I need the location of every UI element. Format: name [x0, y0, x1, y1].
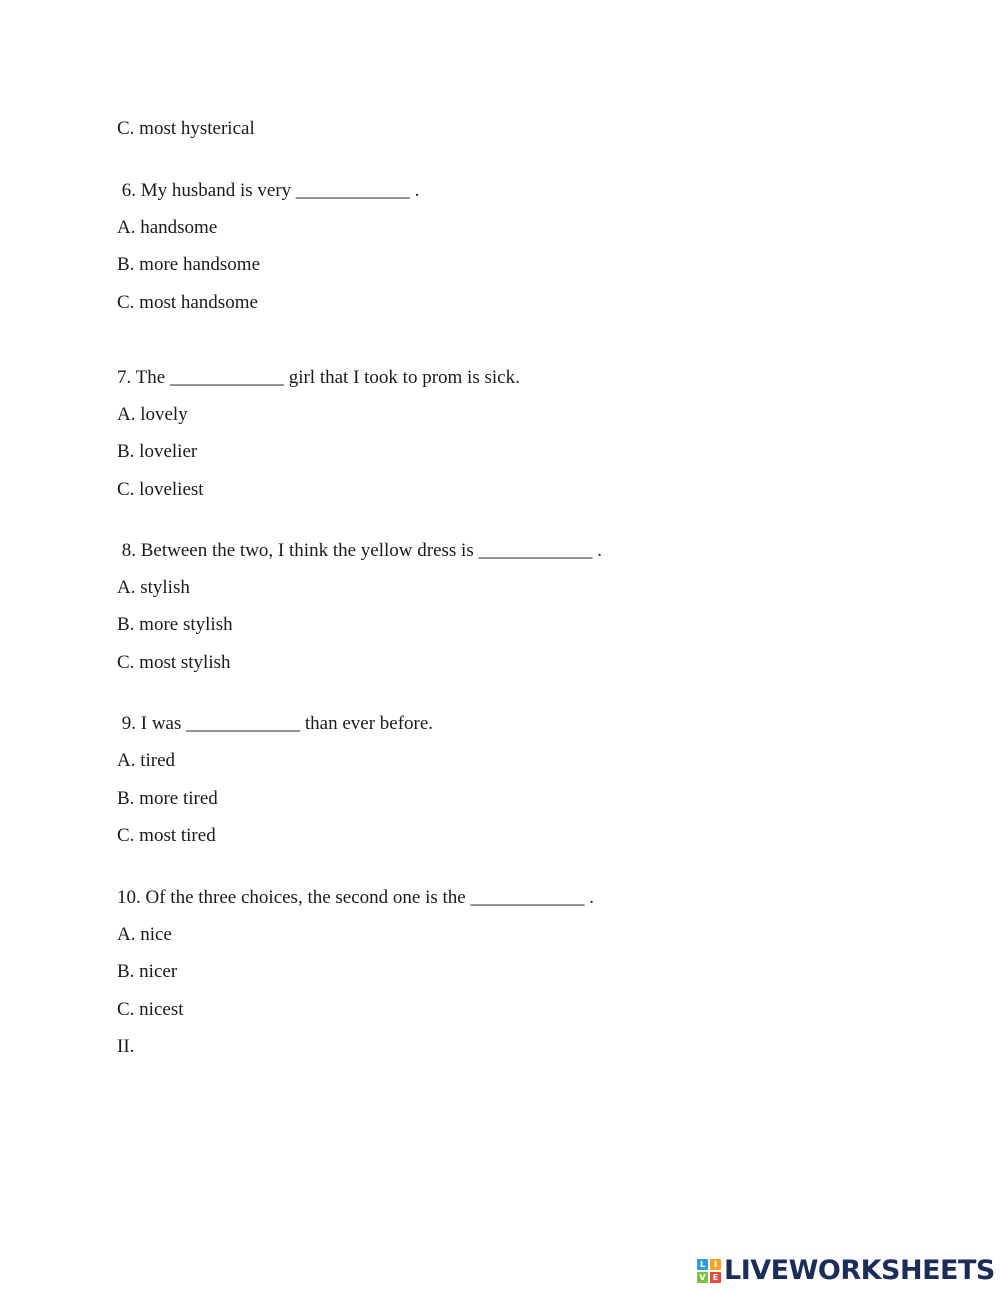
option-8b: B. more stylish: [117, 614, 233, 635]
option-8a: A. stylish: [117, 577, 190, 598]
logo-blocks-icon: [697, 1259, 721, 1283]
option-6c: C. most handsome: [117, 292, 258, 313]
option-5c: C. most hysterical: [117, 118, 255, 139]
option-9b: B. more tired: [117, 788, 218, 809]
option-8c: C. most stylish: [117, 652, 231, 673]
question-10: 10. Of the three choices, the second one is the ____________ .: [117, 887, 594, 908]
option-10c: C. nicest: [117, 999, 184, 1020]
option-7b: B. lovelier: [117, 441, 198, 462]
option-9a: A. tired: [117, 750, 176, 771]
question-7: 7. The ____________ girl that I took to prom is sick.: [117, 367, 520, 388]
section-heading-2: II.: [117, 1036, 135, 1057]
logo-block-i: I: [710, 1259, 721, 1270]
option-9c: C. most tired: [117, 825, 216, 846]
logo-block-e: E: [710, 1272, 721, 1283]
question-8: 8. Between the two, I think the yellow dress is ____________ .: [117, 540, 602, 561]
option-10b: B. nicer: [117, 961, 178, 982]
option-10a: A. nice: [117, 924, 172, 945]
logo-block-v: V: [697, 1272, 708, 1283]
option-7c: C. loveliest: [117, 479, 204, 500]
logo-block-l: L: [697, 1259, 708, 1270]
option-7a: A. lovely: [117, 404, 188, 425]
option-6b: B. more handsome: [117, 254, 261, 275]
question-9: 9. I was ____________ than ever before.: [117, 713, 434, 734]
logo-text: LIVEWORKSHEETS: [724, 1255, 995, 1286]
liveworksheets-logo: [697, 1256, 995, 1286]
option-6a: A. handsome: [117, 217, 218, 238]
question-6: 6. My husband is very ____________ .: [117, 180, 420, 201]
